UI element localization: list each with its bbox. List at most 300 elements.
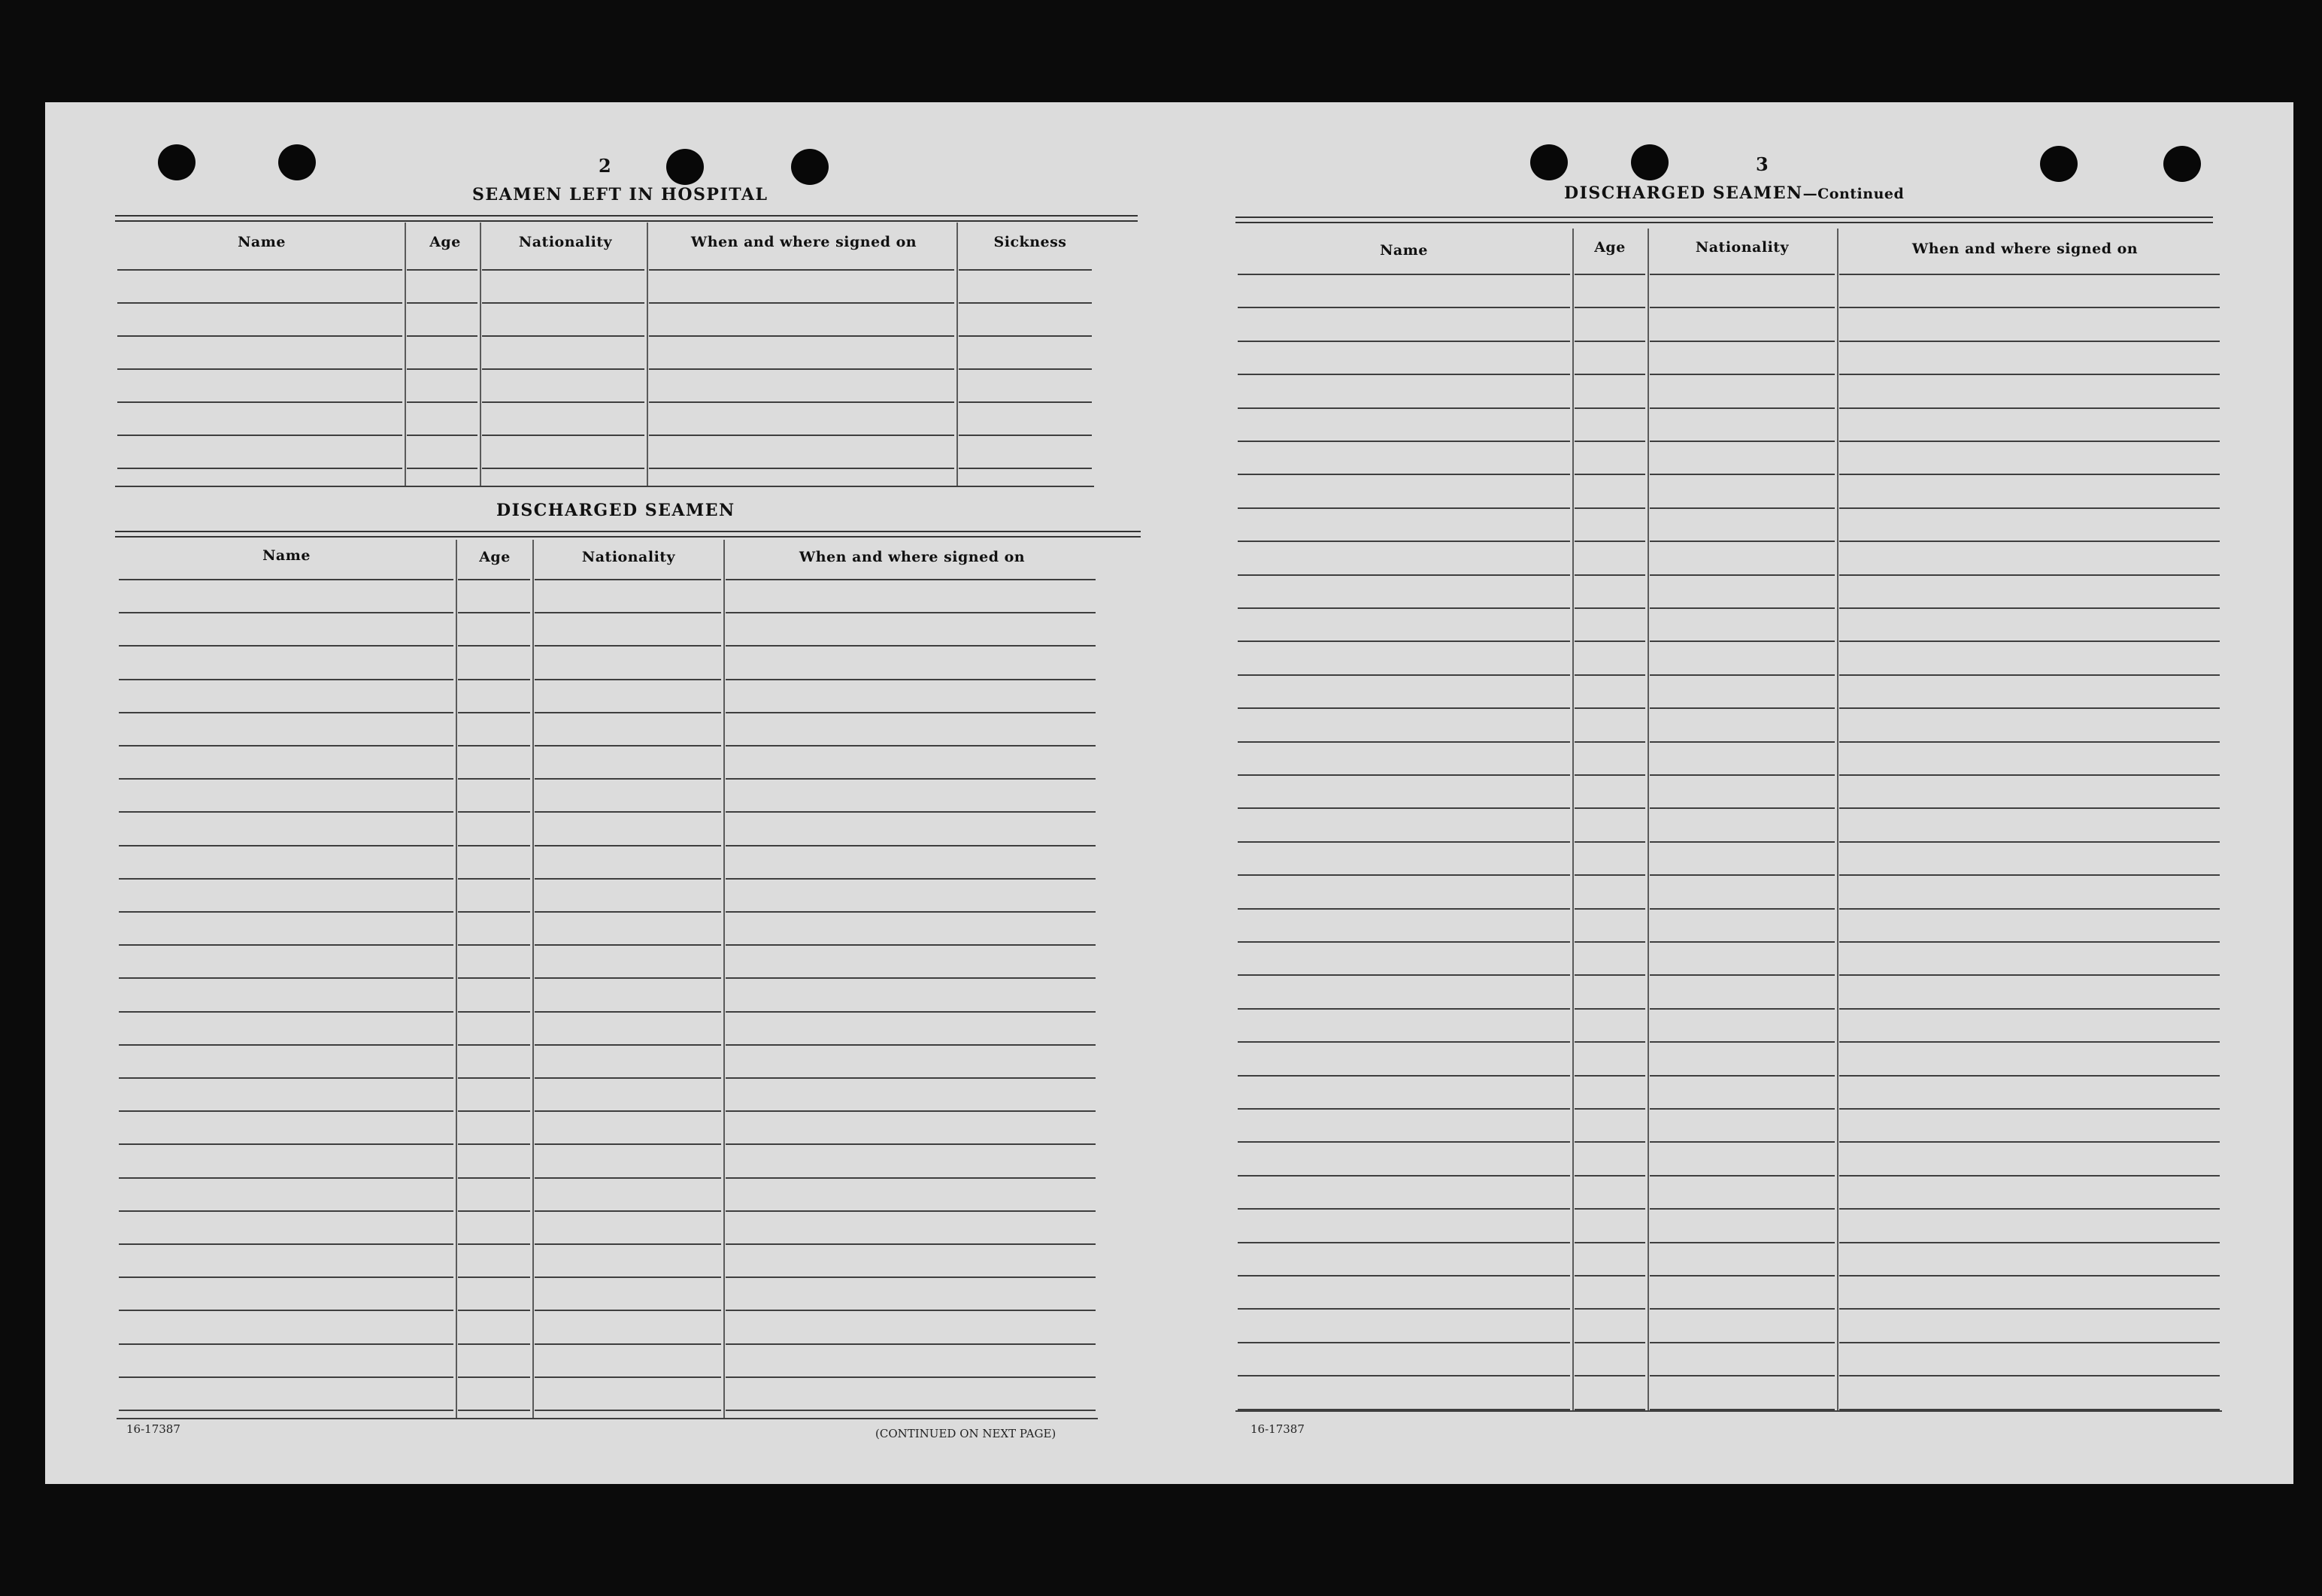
form-spread [45, 102, 2293, 1484]
row-rule [1839, 1208, 2220, 1210]
row-rule [1650, 1242, 1835, 1243]
header-rule [726, 579, 1096, 580]
row-rule [535, 944, 721, 946]
row-rule [1650, 507, 1835, 509]
row-rule [1839, 1075, 2220, 1077]
row-rule [1839, 1275, 2220, 1276]
row-rule [1839, 474, 2220, 475]
row-rule [1650, 807, 1835, 809]
row-rule [726, 745, 1096, 747]
column-divider [723, 540, 725, 1418]
row-rule [407, 401, 477, 403]
row-rule [482, 302, 644, 304]
row-rule [726, 1044, 1096, 1046]
row-rule [458, 878, 530, 880]
row-rule [959, 435, 1092, 436]
row-rule [1238, 507, 1570, 509]
header-rule [959, 269, 1092, 271]
row-rule [458, 645, 530, 647]
table-bottom-rule [117, 1418, 1098, 1419]
row-rule [482, 335, 644, 337]
page-number: 3 [1756, 153, 1769, 175]
row-rule [726, 1376, 1096, 1378]
row-rule [535, 1210, 721, 1212]
column-divider [405, 223, 406, 486]
row-rule [117, 302, 402, 304]
row-rule [1839, 1175, 2220, 1177]
row-rule [119, 1410, 453, 1411]
row-rule [1238, 374, 1570, 375]
row-rule [726, 778, 1096, 780]
row-rule [649, 468, 954, 469]
row-rule [1238, 1275, 1570, 1276]
row-rule [1650, 1075, 1835, 1077]
row-rule [535, 745, 721, 747]
row-rule [458, 679, 530, 680]
header-rule [117, 269, 402, 271]
row-rule [458, 845, 530, 846]
row-rule [726, 944, 1096, 946]
row-rule [1575, 507, 1645, 509]
column-divider [456, 540, 457, 1418]
row-rule [117, 335, 402, 337]
row-rule [1238, 908, 1570, 910]
row-rule [458, 1410, 530, 1411]
row-rule [1238, 641, 1570, 642]
row-rule [119, 645, 453, 647]
row-rule [726, 977, 1096, 979]
row-rule [1839, 1108, 2220, 1110]
row-rule [535, 1310, 721, 1311]
row-rule [535, 977, 721, 979]
row-rule [1238, 1041, 1570, 1043]
row-rule [535, 1243, 721, 1245]
row-rule [535, 645, 721, 647]
row-rule [649, 302, 954, 304]
row-rule [1839, 1342, 2220, 1343]
row-rule [1238, 1375, 1570, 1376]
row-rule [1238, 341, 1570, 342]
row-rule [535, 612, 721, 613]
row-rule [1650, 1342, 1835, 1343]
row-rule [535, 1110, 721, 1112]
row-rule [1839, 741, 2220, 743]
row-rule [535, 1077, 721, 1079]
row-rule [119, 745, 453, 747]
row-rule [726, 1243, 1096, 1245]
row-rule [535, 1376, 721, 1378]
row-rule [407, 468, 477, 469]
row-rule [535, 845, 721, 846]
row-rule [1650, 741, 1835, 743]
row-rule [458, 1210, 530, 1212]
row-rule [1575, 1141, 1645, 1143]
row-rule [1650, 407, 1835, 409]
row-rule [1650, 707, 1835, 709]
header-rule [1575, 274, 1645, 275]
row-rule [1650, 941, 1835, 943]
row-rule [1238, 1108, 1570, 1110]
row-rule [1238, 574, 1570, 576]
row-rule [1575, 1075, 1645, 1077]
row-rule [726, 845, 1096, 846]
column-header-signed-on: When and where signed on [1911, 241, 2139, 257]
row-rule [535, 1011, 721, 1013]
row-rule [1238, 307, 1570, 308]
row-rule [119, 878, 453, 880]
row-rule [535, 1143, 721, 1145]
row-rule [1839, 374, 2220, 375]
row-rule [535, 1044, 721, 1046]
row-rule [1575, 908, 1645, 910]
page-number: 2 [599, 155, 611, 177]
row-rule [726, 1210, 1096, 1212]
row-rule [1575, 1242, 1645, 1243]
row-rule [535, 1410, 721, 1411]
row-rule [1238, 974, 1570, 976]
row-rule [959, 368, 1092, 370]
row-rule [1575, 1375, 1645, 1376]
row-rule [1650, 541, 1835, 542]
row-rule [119, 1177, 453, 1179]
row-rule [1650, 1175, 1835, 1177]
row-rule [1238, 941, 1570, 943]
row-rule [1238, 1208, 1570, 1210]
row-rule [726, 1410, 1096, 1411]
row-rule [726, 1077, 1096, 1079]
row-rule [649, 435, 954, 436]
row-rule [535, 778, 721, 780]
header-rule [407, 269, 477, 271]
row-rule [458, 745, 530, 747]
row-rule [1238, 1175, 1570, 1177]
row-rule [458, 811, 530, 813]
binder-hole [791, 149, 829, 185]
row-rule [1650, 974, 1835, 976]
row-rule [1238, 874, 1570, 876]
row-rule [959, 468, 1092, 469]
row-rule [1238, 1141, 1570, 1143]
header-rule [119, 579, 453, 580]
row-rule [119, 1310, 453, 1311]
row-rule [119, 1343, 453, 1345]
row-rule [1238, 1075, 1570, 1077]
row-rule [726, 645, 1096, 647]
row-rule [119, 1110, 453, 1112]
row-rule [1575, 607, 1645, 609]
row-rule [649, 368, 954, 370]
column-divider [647, 223, 648, 486]
column-header-nationality: Nationality [1695, 239, 1790, 256]
row-rule [726, 1177, 1096, 1179]
row-rule [119, 845, 453, 846]
row-rule [1575, 441, 1645, 442]
row-rule [1650, 441, 1835, 442]
row-rule [1650, 1008, 1835, 1010]
row-rule [1650, 1141, 1835, 1143]
column-header-age: Age [429, 234, 461, 250]
row-rule [726, 1276, 1096, 1278]
row-rule [1650, 1108, 1835, 1110]
row-rule [1238, 607, 1570, 609]
row-rule [535, 712, 721, 713]
row-rule [1650, 641, 1835, 642]
row-rule [482, 435, 644, 436]
right-page [1169, 102, 2293, 1484]
row-rule [726, 911, 1096, 913]
row-rule [117, 435, 402, 436]
column-divider [1648, 229, 1649, 1410]
row-rule [117, 468, 402, 469]
row-rule [1650, 574, 1835, 576]
row-rule [726, 1310, 1096, 1311]
row-rule [458, 1343, 530, 1345]
table-bottom-rule [1235, 1410, 2222, 1412]
row-rule [1839, 941, 2220, 943]
column-divider [1837, 229, 1839, 1410]
row-rule [458, 1243, 530, 1245]
column-header-signed-on: When and where signed on [690, 234, 917, 250]
row-rule [458, 977, 530, 979]
row-rule [1238, 474, 1570, 475]
row-rule [1839, 908, 2220, 910]
row-rule [1575, 707, 1645, 709]
right-page-title [1564, 183, 1904, 203]
row-rule [649, 401, 954, 403]
row-rule [1650, 674, 1835, 676]
row-rule [1575, 374, 1645, 375]
row-rule [959, 401, 1092, 403]
row-rule [535, 1276, 721, 1278]
row-rule [1650, 1041, 1835, 1043]
row-rule [458, 1143, 530, 1145]
column-header-name: Name [238, 234, 286, 250]
row-rule [1575, 974, 1645, 976]
row-rule [119, 1210, 453, 1212]
row-rule [458, 1044, 530, 1046]
column-header-sickness: Sickness [993, 234, 1067, 250]
continued-note: (CONTINUED ON NEXT PAGE) [875, 1427, 1056, 1440]
row-rule [535, 1177, 721, 1179]
row-rule [1650, 374, 1835, 375]
row-rule [1650, 607, 1835, 609]
row-rule [1839, 1008, 2220, 1010]
row-rule [1839, 1141, 2220, 1143]
column-divider [532, 540, 534, 1418]
column-divider [480, 223, 481, 486]
row-rule [726, 1011, 1096, 1013]
row-rule [1650, 1308, 1835, 1310]
row-rule [959, 335, 1092, 337]
row-rule [1238, 1308, 1570, 1310]
row-rule [1575, 874, 1645, 876]
row-rule [119, 1143, 453, 1145]
row-rule [726, 1110, 1096, 1112]
row-rule [119, 1276, 453, 1278]
row-rule [407, 335, 477, 337]
row-rule [482, 401, 644, 403]
row-rule [1575, 1175, 1645, 1177]
row-rule [726, 878, 1096, 880]
form-number: 16-17387 [1250, 1422, 1305, 1436]
row-rule [726, 612, 1096, 613]
section-rule [115, 215, 1138, 222]
row-rule [458, 1376, 530, 1378]
row-rule [1575, 674, 1645, 676]
binder-hole [1631, 144, 1669, 180]
row-rule [1839, 674, 2220, 676]
row-rule [1839, 574, 2220, 576]
row-rule [119, 1044, 453, 1046]
row-rule [1650, 908, 1835, 910]
row-rule [1238, 407, 1570, 409]
row-rule [1575, 1342, 1645, 1343]
row-rule [1238, 807, 1570, 809]
row-rule [458, 778, 530, 780]
row-rule [458, 1310, 530, 1311]
row-rule [726, 811, 1096, 813]
row-rule [458, 944, 530, 946]
row-rule [1650, 774, 1835, 776]
row-rule [1839, 1375, 2220, 1376]
column-header-name: Name [262, 547, 311, 564]
row-rule [119, 1077, 453, 1079]
row-rule [119, 679, 453, 680]
row-rule [726, 679, 1096, 680]
row-rule [482, 368, 644, 370]
row-rule [1839, 441, 2220, 442]
row-rule [407, 302, 477, 304]
form-number: 16-17387 [126, 1422, 180, 1436]
left-page [45, 102, 1169, 1484]
row-rule [1575, 1008, 1645, 1010]
row-rule [1575, 1208, 1645, 1210]
row-rule [1839, 507, 2220, 509]
row-rule [458, 1077, 530, 1079]
header-rule [535, 579, 721, 580]
row-rule [1238, 841, 1570, 843]
column-header-age: Age [1594, 239, 1626, 256]
row-rule [1839, 407, 2220, 409]
row-rule [726, 1143, 1096, 1145]
row-rule [119, 1011, 453, 1013]
column-header-name: Name [1380, 242, 1428, 259]
row-rule [959, 302, 1092, 304]
row-rule [1650, 474, 1835, 475]
row-rule [1839, 841, 2220, 843]
row-rule [458, 1177, 530, 1179]
row-rule [1650, 307, 1835, 308]
row-rule [117, 368, 402, 370]
row-rule [119, 1376, 453, 1378]
row-rule [1650, 841, 1835, 843]
row-rule [1575, 1275, 1645, 1276]
row-rule [1575, 941, 1645, 943]
row-rule [119, 911, 453, 913]
row-rule [1575, 1041, 1645, 1043]
row-rule [1238, 707, 1570, 709]
row-rule [1839, 341, 2220, 342]
row-rule [1839, 607, 2220, 609]
row-rule [119, 811, 453, 813]
row-rule [1575, 1108, 1645, 1110]
row-rule [726, 712, 1096, 713]
row-rule [407, 435, 477, 436]
header-rule [1238, 274, 1570, 275]
row-rule [649, 335, 954, 337]
row-rule [1839, 1308, 2220, 1310]
row-rule [535, 811, 721, 813]
row-rule [1839, 641, 2220, 642]
row-rule [1238, 1342, 1570, 1343]
row-rule [1575, 841, 1645, 843]
row-rule [535, 679, 721, 680]
row-rule [1238, 774, 1570, 776]
row-rule [458, 1011, 530, 1013]
row-rule [458, 911, 530, 913]
row-rule [1575, 541, 1645, 542]
column-header-age: Age [479, 549, 511, 565]
row-rule [1839, 807, 2220, 809]
header-rule [482, 269, 644, 271]
row-rule [119, 977, 453, 979]
row-rule [1650, 1208, 1835, 1210]
row-rule [1575, 807, 1645, 809]
row-rule [458, 1276, 530, 1278]
binder-hole [2163, 146, 2201, 182]
row-rule [535, 1343, 721, 1345]
row-rule [482, 468, 644, 469]
row-rule [1238, 541, 1570, 542]
row-rule [117, 401, 402, 403]
row-rule [1650, 1275, 1835, 1276]
row-rule [1839, 1242, 2220, 1243]
row-rule [1650, 1375, 1835, 1376]
row-rule [1238, 741, 1570, 743]
row-rule [1650, 874, 1835, 876]
row-rule [1575, 741, 1645, 743]
row-rule [119, 612, 453, 613]
header-rule [649, 269, 954, 271]
row-rule [119, 778, 453, 780]
column-header-nationality: Nationality [518, 234, 613, 250]
binder-hole [666, 149, 704, 185]
row-rule [1650, 341, 1835, 342]
row-rule [1575, 474, 1645, 475]
table-bottom-rule [115, 486, 1094, 487]
row-rule [119, 1243, 453, 1245]
row-rule [1839, 707, 2220, 709]
row-rule [458, 712, 530, 713]
discharged-section-title: DISCHARGED SEAMEN [496, 501, 735, 520]
row-rule [1575, 574, 1645, 576]
row-rule [1238, 674, 1570, 676]
header-rule [1650, 274, 1835, 275]
row-rule [1575, 1308, 1645, 1310]
row-rule [1575, 341, 1645, 342]
column-divider [1572, 229, 1574, 1410]
row-rule [1238, 1242, 1570, 1243]
header-rule [458, 579, 530, 580]
row-rule [1839, 874, 2220, 876]
row-rule [119, 712, 453, 713]
row-rule [1575, 641, 1645, 642]
column-header-signed-on: When and where signed on [799, 549, 1026, 565]
binder-hole [2040, 146, 2078, 182]
row-rule [407, 368, 477, 370]
row-rule [458, 612, 530, 613]
header-rule [1839, 274, 2220, 275]
